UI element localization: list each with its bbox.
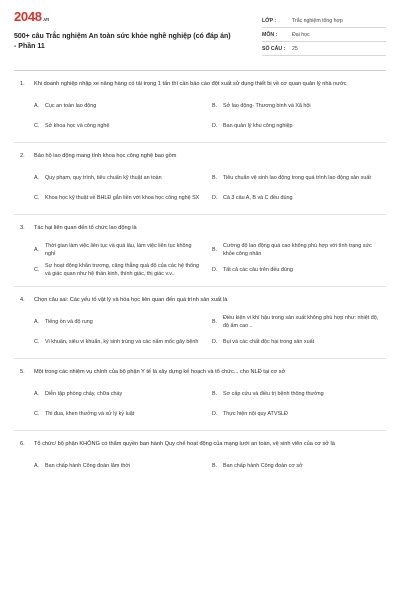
- answer-option-a[interactable]: [34, 456, 202, 476]
- question-4: [14, 287, 386, 359]
- option-letter: B.: [212, 103, 218, 109]
- answer-options: [20, 312, 380, 352]
- answer-option-b[interactable]: [212, 96, 380, 116]
- option-letter: C.: [34, 411, 40, 417]
- question-1: [14, 71, 386, 143]
- question-number: 4.: [20, 297, 25, 303]
- answer-option-b[interactable]: [212, 312, 380, 332]
- answer-option-a[interactable]: [34, 240, 202, 260]
- answer-option-a[interactable]: [34, 384, 202, 404]
- question-text: Bảo hộ lao động mang tính khoa học công nghệ bao gồm: [34, 153, 177, 159]
- option-text: Tiếng ồn và độ rung: [45, 319, 93, 325]
- answer-options: [20, 240, 380, 280]
- answer-option-c[interactable]: [34, 332, 202, 352]
- answer-option-a[interactable]: [34, 96, 202, 116]
- question-head: [20, 440, 380, 448]
- answer-option-b[interactable]: [212, 456, 380, 476]
- answer-options: [20, 168, 380, 208]
- option-letter: B.: [212, 319, 218, 325]
- question-text: Tổ chức/ bộ phận KHÔNG có thẩm quyền ban hành Quy chế hoạt động của mạng lưới an toàn, vệ sinh viên của cơ sở là: [34, 441, 335, 447]
- option-text: Sơ cấp cứu và điều trị bệnh thông thường: [223, 391, 324, 397]
- option-letter: D.: [212, 267, 218, 273]
- meta-row-class: [262, 14, 386, 28]
- option-letter: C.: [34, 195, 40, 201]
- option-text: Sở khoa học và công nghệ: [45, 123, 110, 129]
- option-text: Thời gian làm việc liên tục và quá lâu, làm việc liên tục không nghỉ: [45, 243, 192, 257]
- question-6: [14, 431, 386, 482]
- option-text: Ban chấp hành Công đoàn lâm thời: [45, 463, 131, 469]
- option-text: Bụi và các chất độc hại trong sản xuất: [223, 339, 315, 345]
- meta-value[interactable]: Trắc nghiệm tổng hợp: [292, 17, 343, 24]
- option-text: Sở lao động- Thương binh và Xã hội: [223, 103, 311, 109]
- option-letter: A.: [34, 247, 40, 253]
- answer-option-b[interactable]: [212, 168, 380, 188]
- page-title: 500+ câu Trắc nghiệm An toàn sức khỏe nghề nghiệp (có đáp án) - Phần 11: [14, 33, 231, 50]
- answer-options: [20, 96, 380, 136]
- answer-option-c[interactable]: [34, 404, 202, 424]
- logo-number: 2048: [14, 9, 42, 24]
- meta-row-count: [262, 42, 386, 56]
- logo-tld: .vn: [42, 17, 50, 23]
- option-text: Thi đua, khen thưởng và xử lý kỷ luật: [45, 411, 135, 417]
- option-text: Điều kiện vi khí hậu trong sản xuất không phù hợp như: nhiệt độ, độ ẩm cao ..: [223, 315, 379, 329]
- option-letter: D.: [212, 195, 218, 201]
- answer-options: [20, 456, 380, 476]
- option-letter: B.: [212, 175, 218, 181]
- option-letter: D.: [212, 339, 218, 345]
- option-letter: B.: [212, 247, 218, 253]
- answer-option-d[interactable]: [212, 116, 380, 136]
- question-number: 6.: [20, 441, 25, 447]
- meta-label: LỚP :: [262, 17, 277, 24]
- option-letter: A.: [34, 175, 40, 181]
- question-head: [20, 296, 380, 304]
- question-text: Một trong các nhiệm vụ chính của bộ phận Y tế là xây dựng kế hoạch và tổ chức... cho NLĐ tại cơ sở: [34, 369, 286, 375]
- option-text: Tất cả các câu trên đều đúng: [223, 267, 293, 273]
- option-text: Diễn tập phòng cháy, chữa cháy: [45, 391, 123, 397]
- answer-option-c[interactable]: [34, 188, 202, 208]
- answer-option-a[interactable]: [34, 168, 202, 188]
- meta-value: 25: [292, 45, 298, 52]
- meta-panel: [262, 14, 386, 62]
- option-letter: C.: [34, 339, 40, 345]
- answer-option-b[interactable]: [212, 384, 380, 404]
- option-text: Vi khuẩn, siêu vi khuẩn, ký sinh trùng và các nấm mốc gây bệnh: [45, 339, 199, 345]
- answer-option-d[interactable]: [212, 188, 380, 208]
- option-text: Thực hiện nội quy ATVSLĐ: [223, 411, 288, 417]
- question-text: Khi doanh nghiệp nhập xe nâng hàng có tải trọng 1 tấn thì cần báo cáo đột xuất sử dụng thiết bị về cơ quan quản lý nhà nước: [34, 81, 347, 87]
- meta-row-subject: [262, 28, 386, 42]
- answer-option-d[interactable]: [212, 332, 380, 352]
- option-letter: A.: [34, 391, 40, 397]
- option-text: Tiêu chuẩn vệ sinh lao động trong quá trình lao động sản xuất: [223, 175, 371, 181]
- answer-option-c[interactable]: [34, 260, 202, 280]
- option-text: Sự hoạt động khẩn trương, căng thẳng quá độ của các hệ thống và giác quan như hệ thần kinh, thính giác, thị giác v.v..: [45, 263, 200, 277]
- question-number: 1.: [20, 81, 25, 87]
- option-letter: A.: [34, 103, 40, 109]
- meta-label: SỐ CÂU :: [262, 45, 286, 52]
- meta-value[interactable]: Đại học: [292, 31, 310, 38]
- answer-option-b[interactable]: [212, 240, 380, 260]
- option-text: Khoa học kỹ thuật về BHLĐ gắn liền với khoa học công nghệ SX: [45, 195, 200, 201]
- site-logo[interactable]: [14, 10, 232, 27]
- option-letter: C.: [34, 267, 40, 273]
- option-letter: B.: [212, 391, 218, 397]
- option-text: Ban quản lý khu công nghiệp: [223, 123, 293, 129]
- option-letter: B.: [212, 463, 218, 469]
- question-3: [14, 215, 386, 287]
- option-text: Cường độ lao động quá cao không phù hợp với tình trạng sức khỏe công nhân: [223, 243, 372, 257]
- question-2: [14, 143, 386, 215]
- option-letter: D.: [212, 411, 218, 417]
- question-number: 2.: [20, 153, 25, 159]
- option-text: Cục an toàn lao động: [45, 103, 97, 109]
- question-number: 5.: [20, 369, 25, 375]
- option-letter: C.: [34, 123, 40, 129]
- option-letter: A.: [34, 319, 40, 325]
- meta-label: MÔN :: [262, 31, 278, 38]
- answer-options: [20, 384, 380, 424]
- question-number: 3.: [20, 225, 25, 231]
- question-text: Chọn câu sai: Các yếu tố vật lý và hóa học liên quan đến quá trình sản xuất là: [34, 297, 228, 303]
- option-text: Cả 3 câu A, B và C đều đúng: [223, 195, 293, 201]
- option-text: Ban chấp hành Công đoàn cơ sở: [223, 463, 303, 469]
- answer-option-a[interactable]: [34, 312, 202, 332]
- answer-option-d[interactable]: [212, 404, 380, 424]
- question-head: [20, 80, 380, 88]
- option-text: Quy phạm, quy trình, tiêu chuẩn kỹ thuật an toàn: [45, 175, 162, 181]
- option-letter: D.: [212, 123, 218, 129]
- header: [14, 0, 386, 62]
- question-5: [14, 359, 386, 431]
- answer-option-c[interactable]: [34, 116, 202, 136]
- answer-option-d[interactable]: [212, 260, 380, 280]
- question-head: [20, 152, 380, 160]
- question-text: Tác hại liên quan đến tổ chức lao động là: [34, 225, 137, 231]
- question-head: [20, 368, 380, 376]
- question-head: [20, 224, 380, 232]
- option-letter: A.: [34, 463, 40, 469]
- header-left: [14, 10, 232, 62]
